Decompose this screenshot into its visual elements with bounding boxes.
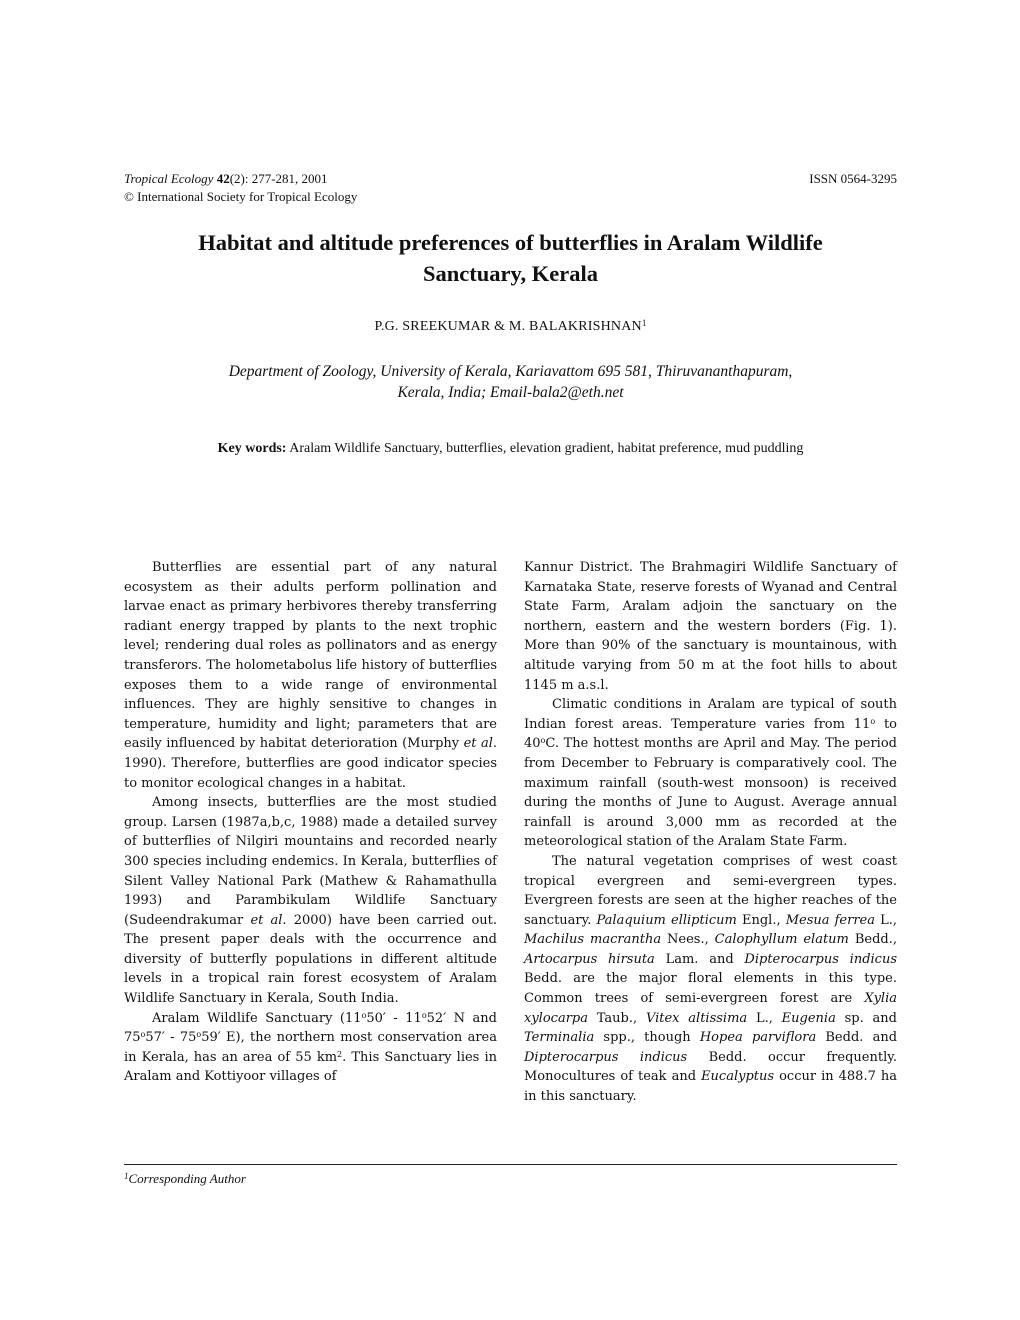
- author-list: [124, 318, 897, 335]
- keywords-text: Aralam Wildlife Sanctuary, butterflies, elevation gradient, habitat preference, mud puddling: [289, 441, 804, 456]
- affiliation-line-2: Kerala, India; Email-bala2@eth.net: [397, 384, 624, 401]
- paragraph: The natural vegetation comprises of west coast tropical evergreen and semi-evergreen types. Evergreen forests are seen at the higher reaches of the sanctuary. Palaquium ellipticum Engl., Mesua ferrea L., Machilus macrantha Nees., Calophyllum elatum Bedd., Artocarpus hirsuta Lam. and Dipterocarpus indicus Bedd. are the major floral elements in this type. Common trees of semi-evergreen forest are Xylia xylocarpa Taub., Vitex altissima L., Eugenia sp. and Terminalia spp., though Hopea parviflora Bedd. and Dipterocarpus indicus Bedd. occur frequently. Monocultures of teak and Eucalyptus occur in 488.7 ha in this sanctuary.: [524, 853, 898, 1105]
- paragraph: Aralam Wildlife Sanctuary (11$^o$50′ - 11$^o$52′ N and 75$^o$57′ - 75$^o$59′ E), the northern most conservation area in Kerala, has an area of 55 $km^2$. This Sanctuary lies in Aralam and Kottiyoor villages of: [124, 1010, 497, 1085]
- title-line-2: Sanctuary, Kerala: [423, 261, 598, 286]
- paragraph: Climatic conditions in Aralam are typical of south Indian forest areas. Temperature varies from 11$^o$ to 40$^o$C. The hottest months are April and May. The period from December to February is comparatively cool. The maximum rainfall (south-west monsoon) is received during the months of June to August. Average annual rainfall is around 3,000 mm as recorded at the meteorological station of the Aralam State Farm.: [524, 697, 897, 850]
- paragraph: Among insects, butterflies are the most studied group. Larsen (1987a,b,c, 1988) made a detailed survey of butterflies of Nilgiri mountains and recorded nearly 300 species including endemics. In Kerala, butterflies of Silent Valley National Park (Mathew & Rahamathulla 1993) and Parambikulam Wildlife Sanctuary (Sudeendrakumar et al. 2000) have been carried out. The present paper deals with the occurrence and diversity of butterfly populations in different altitude levels in a tropical rain forest ecosystem of Aralam Wildlife Sanctuary in Kerala, South India.: [124, 795, 498, 1007]
- journal-header: [124, 170, 897, 187]
- author-names: P.G. SREEKUMAR & M. BALAKRISHNAN: [374, 319, 642, 334]
- keywords: [124, 441, 897, 457]
- paper-title: [124, 227, 897, 289]
- paragraph: Butterflies are essential part of any natural ecosystem as their adults perform pollination and larvae enact as primary herbivores thereby transferring radiant energy trapped by plants to the next trophic level; rendering dual roles as pollinators and as energy transferors. The holometabolus life history of butterflies exposes them to a wide range of environmental influences. They are highly sensitive to changes in temperature, humidity and light; parameters that are easily influenced by habitat deterioration (Murphy et al. 1990). Therefore, butterflies are good indicator species to monitor ecological changes in a habitat.: [124, 560, 497, 791]
- issn: ISSN 0564-3295: [809, 171, 897, 186]
- footnote: [124, 1171, 246, 1187]
- footnote-mark: 1: [124, 1171, 129, 1181]
- paragraph: Kannur District. The Brahmagiri Wildlife Sanctuary of Karnataka State, reserve forests of Wyanad and Central State Farm, Aralam adjoin the sanctuary on the northern, eastern and the western borders (Fig. 1). More than 90% of the sanctuary is mountainous, with altitude varying from 50 m at the foot hills to about 1145 m a.s.l.: [524, 560, 897, 693]
- body-column-left: [124, 558, 497, 1087]
- affiliation: [124, 361, 897, 403]
- copyright-line: © International Society for Tropical Ecology: [124, 189, 358, 204]
- footnote-text: Corresponding Author: [128, 1171, 246, 1186]
- journal-volume: 42: [216, 171, 230, 186]
- author-footnote-mark: 1: [641, 318, 647, 328]
- title-line-1: Habitat and altitude preferences of butterflies in Aralam Wildlife: [198, 230, 823, 255]
- journal-name: Tropical Ecology: [124, 171, 214, 186]
- body-column-right: [524, 558, 897, 1107]
- footnote-divider: [124, 1164, 897, 1165]
- keywords-label: Key words:: [217, 441, 287, 456]
- journal-issue-pages: (2): 277-281, 2001: [229, 171, 328, 186]
- affiliation-line-1: Department of Zoology, University of Kerala, Kariavattom 695 581, Thiruvananthapuram,: [228, 363, 793, 380]
